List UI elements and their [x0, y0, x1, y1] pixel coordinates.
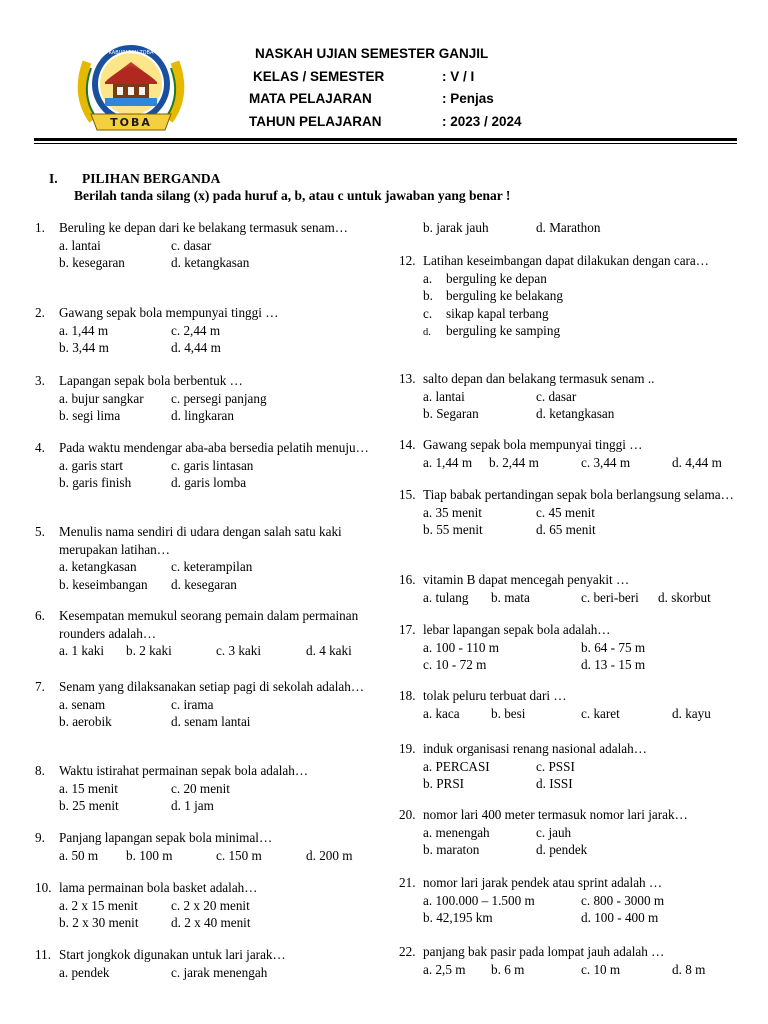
question-14: [399, 436, 739, 471]
option[interactable]: d. pendek: [536, 842, 588, 857]
question-number: 11.: [35, 947, 51, 962]
question-text: Latihan keseimbangan dapat dilakukan dengan cara…: [423, 253, 709, 268]
question-number: 12.: [399, 253, 416, 268]
question-number: 10.: [35, 880, 52, 895]
option[interactable]: sikap kapal terbang: [446, 305, 549, 321]
question-18: [399, 687, 739, 722]
option[interactable]: berguling ke belakang: [446, 288, 563, 303]
question-11: [35, 946, 370, 981]
question-text: Tiap babak pertandingan sepak bola berlangsung selama…: [423, 487, 734, 502]
option[interactable]: c. 800 - 3000 m: [581, 892, 665, 908]
question-number: 14.: [399, 437, 416, 452]
option[interactable]: c. 10 - 72 m: [423, 657, 487, 672]
option[interactable]: d. 8 m: [672, 961, 706, 977]
option[interactable]: b. 2,44 m: [489, 454, 539, 470]
question-text: panjang bak pasir pada lompat jauh adalah …: [423, 944, 665, 959]
question-3: [35, 372, 370, 425]
question-22: [399, 943, 739, 978]
option[interactable]: d. Marathon: [536, 220, 601, 235]
question-2: [35, 304, 370, 357]
label-academic-year: TAHUN PELAJARAN: [249, 114, 382, 129]
option[interactable]: a. tulang: [423, 589, 469, 605]
question-15: [399, 486, 739, 539]
question-5: [35, 523, 370, 593]
question-number: 7.: [35, 679, 45, 694]
question-19: [399, 740, 739, 793]
option[interactable]: c. karet: [581, 705, 620, 721]
option[interactable]: b. garis finish: [59, 475, 132, 490]
option[interactable]: d. kayu: [672, 705, 711, 721]
section-instruction: Berilah tanda silang (x) pada huruf a, b, atau c untuk jawaban yang benar !: [74, 188, 511, 203]
question-text: vitamin B dapat mencegah penyakit …: [423, 572, 630, 587]
question-text: nomor lari 400 meter termasuk nomor lari jarak…: [423, 807, 688, 822]
option[interactable]: a. senam: [59, 696, 106, 712]
question-9: [35, 829, 370, 864]
question-number: 6.: [35, 608, 45, 623]
option[interactable]: b. 100 m: [126, 847, 173, 863]
option[interactable]: b. kesegaran: [59, 255, 125, 270]
question-text: Menulis nama sendiri di udara dengan salah satu kaki merupakan latihan…: [59, 524, 342, 557]
section-title: PILIHAN BERGANDA: [82, 171, 221, 186]
option[interactable]: b. Segaran: [423, 406, 479, 421]
option[interactable]: c. irama: [171, 696, 214, 712]
option[interactable]: a. 1 kaki: [59, 643, 105, 658]
question-13: [399, 370, 739, 423]
question-number: 20.: [399, 807, 416, 822]
question-text: tolak peluru terbuat dari …: [423, 688, 567, 703]
question-number: 21.: [399, 875, 416, 890]
section-numeral: I.: [49, 171, 58, 186]
option[interactable]: b. 25 menit: [59, 798, 119, 813]
option[interactable]: c. 3 kaki: [216, 643, 262, 658]
option[interactable]: a. 50 m: [59, 847, 99, 863]
question-text: Senam yang dilaksanakan setiap pagi di sekolah adalah…: [59, 679, 365, 694]
option[interactable]: b. 3,44 m: [59, 340, 109, 355]
option[interactable]: b. 55 menit: [423, 522, 483, 537]
option[interactable]: b. mata: [491, 589, 530, 605]
question-number: 16.: [399, 572, 416, 587]
option[interactable]: a. lantai: [423, 388, 465, 404]
option[interactable]: c. jarak menengah: [171, 964, 268, 980]
question-10: [35, 879, 370, 932]
option[interactable]: c. 3,44 m: [581, 454, 631, 470]
question-text: lama permainan bola basket adalah…: [59, 880, 258, 895]
option[interactable]: b. 64 - 75 m: [581, 639, 646, 655]
option-letter: d.: [423, 327, 431, 338]
option[interactable]: c. 2 x 20 menit: [171, 897, 250, 913]
question-number: 9.: [35, 830, 45, 845]
question-text: Start jongkok digunakan untuk lari jarak…: [59, 947, 286, 962]
option[interactable]: a. garis start: [59, 457, 124, 473]
question-number: 22.: [399, 944, 416, 959]
option[interactable]: d. 4,44 m: [672, 454, 722, 470]
question-number: 1.: [35, 220, 45, 235]
question-text: Panjang lapangan sepak bola minimal…: [59, 830, 273, 845]
option-letter: c.: [423, 305, 433, 321]
header-divider-thin: [34, 143, 737, 144]
question-number: 17.: [399, 622, 416, 637]
option[interactable]: d. ketangkasan: [536, 406, 615, 421]
option[interactable]: d. kesegaran: [171, 576, 237, 592]
value-academic-year: : 2023 / 2024: [442, 114, 522, 129]
option[interactable]: b. 42,195 km: [423, 910, 493, 925]
question-text: Pada waktu mendengar aba-aba bersedia pelatih menuju…: [59, 440, 369, 455]
option[interactable]: d. 4,44 m: [171, 340, 221, 355]
option[interactable]: a. 1,44 m: [423, 454, 473, 470]
option[interactable]: a. PERCASI: [423, 758, 490, 774]
school-logo: [73, 40, 189, 136]
question-21: [399, 874, 739, 927]
option[interactable]: berguling ke samping: [446, 323, 561, 338]
question-17: [399, 621, 739, 674]
option[interactable]: b. maraton: [423, 842, 480, 857]
option[interactable]: c. dasar: [171, 237, 212, 253]
question-number: 18.: [399, 688, 416, 703]
question-number: 3.: [35, 373, 45, 388]
question-number: 2.: [35, 305, 45, 320]
question-11-continued: [399, 219, 739, 237]
option[interactable]: b. segi lima: [59, 408, 121, 423]
value-subject: : Penjas: [442, 91, 494, 106]
option[interactable]: d. ketangkasan: [171, 255, 250, 270]
option[interactable]: d. 100 - 400 m: [581, 910, 659, 925]
logo-top-text: KABUPATEN TOBA: [108, 50, 154, 56]
label-subject: MATA PELAJARAN: [249, 91, 372, 106]
option[interactable]: b. aerobik: [59, 714, 112, 729]
question-number: 13.: [399, 371, 416, 386]
option[interactable]: c. persegi panjang: [171, 390, 267, 406]
option[interactable]: d. 200 m: [306, 847, 353, 863]
question-text: Gawang sepak bola mempunyai tinggi …: [59, 305, 279, 320]
option[interactable]: a. 2 x 15 menit: [59, 897, 138, 913]
option[interactable]: b. jarak jauh: [423, 220, 489, 235]
option[interactable]: c. 10 m: [581, 961, 621, 977]
option[interactable]: a. 15 menit: [59, 780, 118, 796]
option-letter: b.: [423, 288, 433, 303]
option[interactable]: c. beri-beri: [581, 589, 639, 605]
question-4: [35, 439, 370, 492]
option[interactable]: d. lingkaran: [171, 408, 234, 423]
option[interactable]: a. menengah: [423, 824, 490, 840]
option[interactable]: a. 100.000 – 1.500 m: [423, 892, 535, 908]
label-class-semester: KELAS / SEMESTER: [253, 69, 385, 84]
option[interactable]: d. 4 kaki: [306, 643, 352, 658]
question-number: 8.: [35, 763, 45, 778]
option[interactable]: d. 13 - 15 m: [581, 657, 646, 672]
question-12: [399, 252, 739, 340]
option[interactable]: d. skorbut: [658, 589, 711, 605]
option[interactable]: c. 45 menit: [536, 504, 595, 520]
question-text: Kesempatan memukul seorang pemain dalam permainan rounders adalah…: [59, 608, 359, 641]
option[interactable]: d. 65 menit: [536, 522, 596, 537]
question-number: 5.: [35, 524, 45, 539]
option[interactable]: a. pendek: [59, 964, 110, 980]
question-20: [399, 806, 739, 859]
question-text: induk organisasi renang nasional adalah…: [423, 741, 647, 756]
option[interactable]: a. 2,5 m: [423, 961, 466, 977]
option[interactable]: c. 2,44 m: [171, 322, 221, 338]
option[interactable]: c. PSSI: [536, 758, 575, 774]
option[interactable]: a. kaca: [423, 705, 460, 721]
option[interactable]: a. 35 menit: [423, 504, 482, 520]
exam-title: NASKAH UJIAN SEMESTER GANJIL: [255, 46, 489, 61]
question-6: [35, 607, 370, 660]
option[interactable]: a. 100 - 110 m: [423, 639, 500, 655]
option[interactable]: b. 6 m: [491, 961, 525, 977]
option[interactable]: berguling ke depan: [446, 270, 547, 286]
option[interactable]: c. keterampilan: [171, 559, 253, 574]
logo-ribbon-text: TOBA: [110, 116, 152, 129]
header-divider-thick: [34, 138, 737, 141]
option[interactable]: b. besi: [491, 705, 526, 721]
value-class-semester: : V / I: [442, 69, 475, 84]
question-text: Lapangan sepak bola berbentuk …: [59, 373, 243, 388]
option[interactable]: c. 150 m: [216, 847, 262, 863]
question-number: 19.: [399, 741, 416, 756]
option[interactable]: d. 1 jam: [171, 798, 214, 813]
option[interactable]: b. keseimbangan: [59, 576, 148, 592]
option[interactable]: b. PRSI: [423, 776, 465, 791]
question-text: Gawang sepak bola mempunyai tinggi …: [423, 437, 643, 452]
question-text: nomor lari jarak pendek atau sprint adalah …: [423, 875, 663, 890]
option[interactable]: d. garis lomba: [171, 475, 247, 490]
option[interactable]: d. senam lantai: [171, 714, 251, 729]
option[interactable]: c. jauh: [536, 824, 572, 840]
option[interactable]: a. lantai: [59, 237, 101, 253]
question-text: Waktu istirahat permainan sepak bola adalah…: [59, 763, 309, 778]
question-7: [35, 678, 370, 731]
option[interactable]: a. 1,44 m: [59, 322, 109, 338]
question-text: Beruling ke depan dari ke belakang termasuk senam…: [59, 220, 348, 235]
question-8: [35, 762, 370, 815]
option[interactable]: b. 2 x 30 menit: [59, 915, 139, 930]
question-text: salto depan dan belakang termasuk senam ..: [423, 371, 655, 386]
option[interactable]: a. ketangkasan: [59, 559, 137, 574]
question-16: [399, 571, 739, 606]
option[interactable]: d. 2 x 40 menit: [171, 915, 251, 930]
option[interactable]: c. 20 menit: [171, 780, 230, 796]
question-text: lebar lapangan sepak bola adalah…: [423, 622, 611, 637]
question-number: 15.: [399, 487, 416, 502]
option[interactable]: c. garis lintasan: [171, 457, 254, 473]
question-1: [35, 219, 370, 272]
option[interactable]: d. ISSI: [536, 776, 573, 791]
option[interactable]: c. dasar: [536, 388, 577, 404]
option[interactable]: b. 2 kaki: [126, 643, 172, 658]
option-letter: a.: [423, 270, 433, 286]
option[interactable]: a. bujur sangkar: [59, 390, 144, 406]
question-number: 4.: [35, 440, 45, 455]
